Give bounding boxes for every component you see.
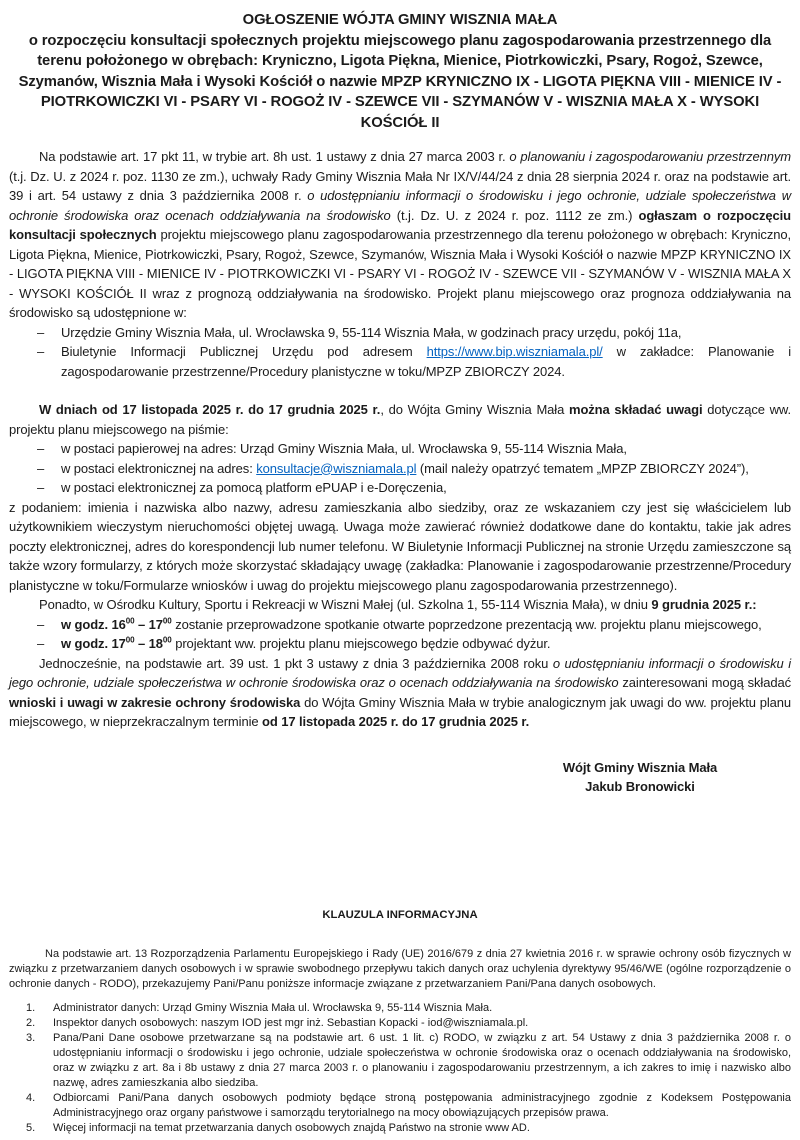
dash-marker: – bbox=[37, 460, 45, 476]
list-item-email bbox=[9, 459, 791, 479]
paragraph-meeting: Ponadto, w Ośrodku Kultury, Sportu i Rekreacji w Wiszni Małej (ul. Szkolna 1, 55-114 Wisznia Mała), w dniu 9 grudnia 2025 r.: bbox=[39, 597, 757, 612]
signature-block bbox=[495, 758, 785, 797]
list-item-text: w postaci elektronicznej za pomocą platform ePUAP i e-Doręczenia, bbox=[61, 480, 447, 495]
clause-numbered-list bbox=[9, 1001, 791, 1136]
paragraph-environment-motions: Jednocześnie, na podstawie art. 39 ust. 1 pkt 3 ustawy z dnia 3 października 2008 roku o udostępnianiu informacji o środowisku i jego ochronie, udziale społeczeństwa w ochronie środowiska oraz o ocenach oddziaływania na środowisko zainteresowani mogą składać wnioski i uwagi w zakresie ochrony środowiska do Wójta Gminy Wisznia Mała w trybie analogicznym jak uwagi do ww. projektu planu miejscowego, w nieprzekraczalnym terminie od 17 listopada 2025 r. do 17 grudnia 2025 r. bbox=[9, 655, 792, 729]
document-title-block bbox=[9, 10, 791, 133]
dash-marker: – bbox=[37, 441, 45, 456]
clause-item-more-info bbox=[9, 1121, 791, 1136]
list-item-bip bbox=[9, 342, 791, 381]
list-item-text: Urzędzie Gminy Wisznia Mała, ul. Wrocławska 9, 55-114 Wisznia Mała, w godzinach pracy urzędu, pokój 11a, bbox=[61, 324, 682, 340]
paragraph-deadline: W dniach od 17 listopada 2025 r. do 17 grudnia 2025 r., do Wójta Gminy Wisznia Mała można składać uwagi dotyczące ww. projektu planu miejscowego na piśmie: bbox=[9, 402, 792, 437]
list-submission-methods bbox=[9, 439, 791, 498]
item-text: Więcej informacji na temat przetwarzania danych osobowych znajdą Państwo na stronie www AD. bbox=[53, 1122, 530, 1134]
item-number: 3. bbox=[26, 1032, 36, 1044]
item-number: 4. bbox=[26, 1092, 36, 1104]
list-item-text: w godz. $17^{00} - 18^{00}$ projektant ww. projektu planu miejscowego będzie odbywać dyżur. bbox=[61, 635, 551, 651]
dash-marker: – bbox=[37, 636, 45, 651]
title-subheading: o rozpoczęciu konsultacji społecznych projektu miejscowego planu zagospodarowania przestrzennego dla terenu położonego w obrębach: Kryniczno, Ligota Piękna, Mienice, Piotrkowiczki, Psary, Rogoż, Szewce, Szymanów, Wisznia Mała i Wysoki Kościół o nazwie MPZP KRYNICZNO IX - LIGOTA PIĘKNA VIII - MIENICE IV - PIOTRKOWICZKI VI - PSARY VI - ROGOŻ IV - SZEWCE VII - SZYMANÓW V - WISZNIA MAŁA X - WYSOKI KOŚCIÓŁ II bbox=[18, 32, 782, 131]
item-number: 2. bbox=[26, 1017, 36, 1029]
clause-item-legal-basis bbox=[9, 1031, 791, 1091]
item-number: 1. bbox=[26, 1002, 36, 1014]
clause-item-administrator bbox=[9, 1001, 791, 1016]
signature-title: Wójt Gminy Wisznia Mała bbox=[562, 759, 718, 775]
list-item-paper bbox=[9, 439, 791, 459]
list-item-epuap bbox=[9, 478, 791, 498]
list-item-office bbox=[9, 323, 791, 343]
item-text: Pana/Pani Dane osobowe przetwarzane są na podstawie art. 6 ust. 1 lit. c) RODO, w związku z art. 54 Ustawy z dnia 3 października 2008 r. o udostępnianiu informacji o środowisku i jego ochronie, udziale społeczeństwa w ochronie środowiska oraz o ocenach oddziaływania na środowisko, oraz w związku z art. 8a i 8b ustawy z dnia 27 marca 2003 r. o planowaniu i zagospodarowaniu przestrzennym, a ich zakres to imię i nazwisko albo nazwę, adres zamieszkania albo siedziba. bbox=[53, 1032, 791, 1089]
clause-item-recipients bbox=[9, 1091, 791, 1121]
list-item-text: w postaci papierowej na adres: Urząd Gminy Wisznia Mała, ul. Wrocławska 9, 55-114 Wisznia Mała, bbox=[61, 441, 627, 456]
bip-website-link[interactable]: https://www.bip.wiszniamala.pl/ bbox=[426, 344, 603, 359]
list-plan-availability bbox=[9, 323, 791, 382]
clause-heading: KLAUZULA INFORMACYJNA bbox=[322, 909, 478, 921]
list-item-presentation bbox=[9, 615, 791, 635]
paragraph-submission-details: z podaniem: imienia i nazwiska albo nazwy, adresu zamieszkania albo siedziby, oraz ze wskazaniem czy jest się właścicielem lub użytkownikiem wieczystym nieruchomości objętej uwagą. Uwaga może zawierać również dodatkowe dane do kontaktu, takie jak adres poczty elektronicznej, adres do korespondencji lub numer telefonu. W Biuletynie Informacji Publicznej na stronie Urzędu zamieszczone są także wzory formularzy, z których może skorzystać składający uwagę (zakładka: Planowanie i zagospodarowanie przestrzenne/Procedury planistyczne w toku/Formularze wniosków i uwag do projektu miejscowego planu zagospodarowania przestrzennego). bbox=[9, 499, 791, 593]
item-text: Administrator danych: Urząd Gminy Wisznia Mała ul. Wrocławska 9, 55-114 Wisznia Mała. bbox=[53, 1002, 493, 1014]
paragraph-legal-basis: Na podstawie art. 17 pkt 11, w trybie art. 8h ust. 1 ustawy z dnia 27 marca 2003 r. o planowaniu i zagospodarowaniu przestrzennym (t.j. Dz. U. z 2024 r. poz. 1130 ze zm.), uchwały Rady Gminy Wisznia Mała Nr IX/V/44/24 z dnia 28 sierpnia 2024 r. oraz na podstawie art. 39 i art. 54 ustawy z dnia 3 października 2008 r. o udostępnianiu informacji o środowisku i jego ochronie, udziale społeczeństwa w ochronie środowiska oraz ocenach oddziaływania na środowisko (t.j. Dz. U. z 2024 r. poz. 1112 ze zm.) ogłaszam o rozpoczęciu konsultacji społecznych projektu miejscowego planu zagospodarowania przestrzennego dla terenu położonego w obrębach: Kryniczno, Ligota Piękna, Mienice, Piotrkowiczki, Psary, Rogoż, Szewce, Szymanów, Wisznia Mała i Wysoki Kościół o nazwie MPZP KRYNICZNO IX - LIGOTA PIĘKNA VIII - MIENICE IV - PIOTRKOWICZKI VI - PSARY VI - ROGOŻ IV - SZEWCE VII - SZYMANÓW V - WISZNIA MAŁA X - WYSOKI KOŚCIÓŁ II wraz z prognozą oddziaływania na środowisko. Projekt planu miejscowego oraz prognoza oddziaływania na środowisko są udostępnione w: bbox=[9, 149, 791, 320]
item-text: Odbiorcami Pani/Pana danych osobowych podmioty będące stroną postępowania administracyjnego zgodnie z Kodeksem Postępowania Administracyjnego oraz organy państwowe i samorządu terytorialnego na mocy obowiązujących przepisów prawa. bbox=[53, 1092, 791, 1119]
dash-marker: – bbox=[37, 480, 45, 495]
consultation-email-link[interactable]: konsultacje@wiszniamala.pl bbox=[256, 460, 417, 476]
title-heading: OGŁOSZENIE WÓJTA GMINY WISZNIA MAŁA bbox=[242, 12, 558, 28]
list-item-text: w godz. $16^{00} - 17^{00}$ zostanie przeprowadzone spotkanie otwarte poprzedzone prezentacją ww. projektu planu miejscowego, bbox=[61, 616, 762, 632]
list-item-duty-hours bbox=[9, 634, 791, 654]
item-text: Inspektor danych osobowych: naszym IOD jest mgr inż. Sebastian Kopacki - iod@wiszniamala.pl. bbox=[53, 1017, 529, 1029]
list-item-text: w postaci elektronicznej na adres: konsultacje@wiszniamala.pl (mail należy opatrzyć tematem „MPZP ZBIORCZY 2024”), bbox=[61, 460, 749, 476]
signature-name: Jakub Bronowicki bbox=[585, 779, 695, 794]
item-number: 5. bbox=[26, 1122, 36, 1134]
clause-item-inspector bbox=[9, 1016, 791, 1031]
dash-marker: – bbox=[37, 344, 45, 359]
dash-marker: – bbox=[37, 324, 45, 340]
clause-intro-paragraph: Na podstawie art. 13 Rozporządzenia Parlamentu Europejskiego i Rady (UE) 2016/679 z dnia 27 kwietnia 2016 r. w sprawie ochrony osób fizycznych w związku z przetwarzaniem danych osobowych i w sprawie swobodnego przepływu takich danych oraz uchylenia dyrektywy 95/46/WE (ogólne rozporządzenie o ochronie danych - RODO), przekazujemy Pani/Panu poniższe informacje związane z przetwarzaniem Pani/Pana danych osobowych. bbox=[9, 948, 791, 990]
dash-marker: – bbox=[37, 616, 45, 632]
list-item-text: Biuletynie Informacji Publicznej Urzędu pod adresem https://www.bip.wiszniamala.pl/ w zakładce: Planowanie i zagospodarowanie przestrzenne/Procedury planistyczne w toku/MPZP ZBIORCZY 2024. bbox=[61, 344, 791, 379]
list-meeting-schedule bbox=[9, 615, 791, 654]
information-clause-section bbox=[9, 908, 791, 1136]
